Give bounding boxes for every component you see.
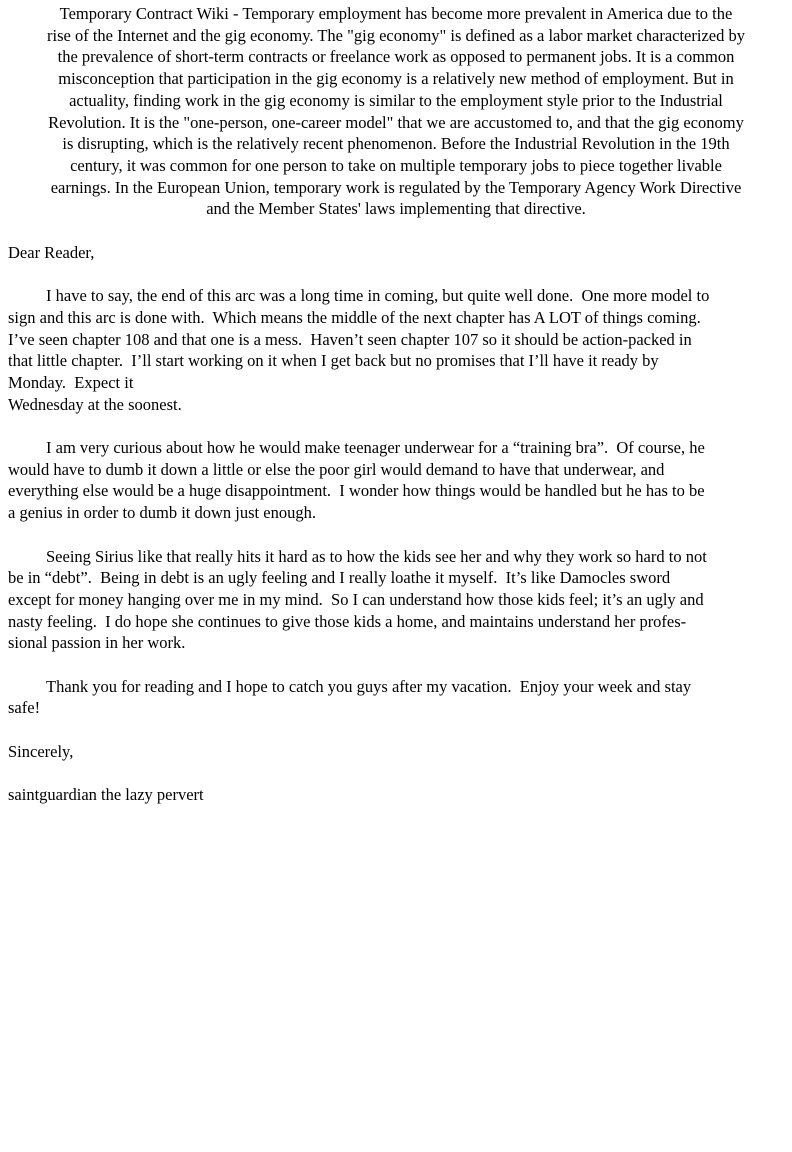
text-line: I’ve seen chapter 108 and that one is a mess. Haven’t seen chapter 107 so it should be action-packed in xyxy=(8,329,692,349)
signature-line: saintguardian the lazy pervert xyxy=(8,785,204,805)
text-line: everything else would be a huge disappointment. I wonder how things would be handled but he has to be xyxy=(8,481,705,501)
salutation xyxy=(8,242,784,264)
text-line: a genius in order to dumb it down just enough. xyxy=(8,503,316,523)
text-line: sign and this arc is done with. Which means the middle of the next chapter has A LOT of things coming. xyxy=(8,307,701,327)
body-paragraph-4 xyxy=(8,676,784,719)
intro-paragraph xyxy=(8,3,784,220)
text-line: misconception that participation in the gig economy is a relatively new method of employment. But in xyxy=(58,69,734,89)
text-line: earnings. In the European Union, temporary work is regulated by the Temporary Agency Work Directive xyxy=(50,177,742,197)
signature xyxy=(8,784,784,806)
text-line: and the Member States' laws implementing that directive. xyxy=(206,199,586,219)
body-paragraph-2 xyxy=(8,437,784,524)
text-line: Temporary Contract Wiki - Temporary employment has become more prevalent in America due to the xyxy=(59,4,733,23)
text-line: except for money hanging over me in my mind. So I can understand how those kids feel; it’s an ugly and xyxy=(8,589,704,609)
body-paragraph-3 xyxy=(8,546,784,655)
text-line: Wednesday at the soonest. xyxy=(8,394,182,414)
text-line: Revolution. It is the "one-person, one-career model" that we are accustomed to, and that the gig economy xyxy=(48,112,744,132)
salutation-line: Dear Reader, xyxy=(8,242,95,262)
text-line: I have to say, the end of this arc was a long time in coming, but quite well done. One more model to xyxy=(46,286,710,306)
text-line: Thank you for reading and I hope to catch you guys after my vacation. Enjoy your week and stay xyxy=(46,676,692,696)
body-paragraph-1 xyxy=(8,285,784,415)
text-line: nasty feeling. I do hope she continues to give those kids a home, and maintains understand her profes- xyxy=(8,611,687,631)
text-line: be in “debt”. Being in debt is an ugly feeling and I really loathe it myself. It’s like Damocles sword xyxy=(8,568,671,588)
text-line: is disrupting, which is the relatively recent phenomenon. Before the Industrial Revolution in the 19th xyxy=(62,134,730,154)
text-line: would have to dumb it down a little or else the poor girl would demand to have that underwear, and xyxy=(8,459,665,479)
text-line: safe! xyxy=(8,698,41,718)
closing-line: Sincerely, xyxy=(8,741,74,761)
text-line: I am very curious about how he would make teenager underwear for a “training bra”. Of course, he xyxy=(46,438,705,458)
text-line: the prevalence of short-term contracts or freelance work as opposed to permanent jobs. It is a common xyxy=(57,47,735,67)
text-line: Monday. Expect it xyxy=(8,372,134,392)
text-line: Seeing Sirius like that really hits it hard as to how the kids see her and why they work so hard to not xyxy=(46,546,707,566)
closing xyxy=(8,741,784,763)
text-line: that little chapter. I’ll start working on it when I get back but no promises that I’ll have it ready by xyxy=(8,351,659,371)
text-line: century, it was common for one person to take on multiple temporary jobs to piece together livable xyxy=(70,155,722,175)
text-line: actuality, finding work in the gig economy is similar to the employment style prior to the Industrial xyxy=(69,90,723,110)
text-line: sional passion in her work. xyxy=(8,633,186,653)
text-line: rise of the Internet and the gig economy. The "gig economy" is defined as a labor market characterized by xyxy=(47,25,745,45)
